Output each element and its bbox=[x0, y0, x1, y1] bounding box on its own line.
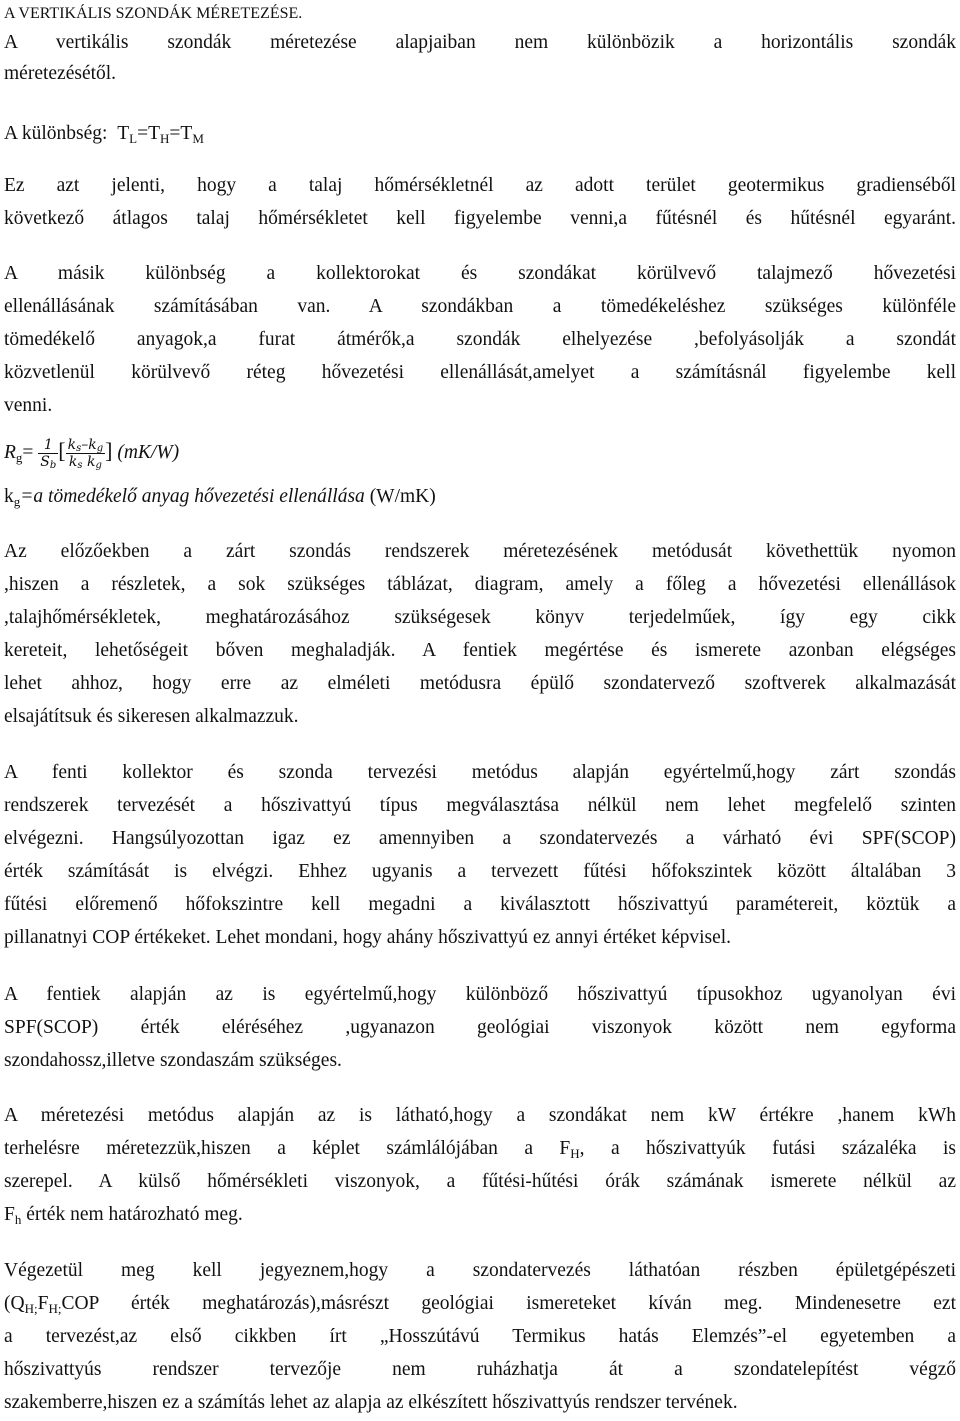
paragraph-5-line: szondahossz,illetve szondaszám szükséges. bbox=[4, 1050, 342, 1071]
paragraph-2-line: tömedékelő anyagok,a furat átmérők,a szondák elhelyezése ,befolyásolják a szondát bbox=[4, 329, 956, 350]
kg-definition: $k_g=a$ tömedékelő anyag hővezetési ellenállása (W/mK) bbox=[4, 486, 436, 509]
fraction-one-over-sb: $\frac{1}{S_b}$ bbox=[40, 437, 57, 472]
resistance-formula: $R_g=$ $\frac{1}{S_b}$ [ $\frac{k_s-k_g}{k_s k_g}$ ] (mK/W) bbox=[4, 437, 180, 472]
paragraph-5-line: SPF(SCOP) érték eléréséhez ,ugyanazon geológiai viszonyok között nem egyforma bbox=[4, 1017, 956, 1038]
paragraph-7-line: hőszivattyús rendszer tervezője nem ruházhatja át a szondatelepítést végző bbox=[4, 1359, 956, 1380]
paragraph-3-line: ,talajhőmérsékletek, meghatározásához szükségesek könyv terjedelműek, így egy cikk bbox=[4, 607, 956, 628]
fraction-conductivity: $\frac{k_s-k_g}{k_s k_g}$ bbox=[67, 437, 104, 472]
paragraph-4-line: fűtési előremenő hőfokszintre kell megadni a kiválasztott hőszivattyú paramétereit, köztük a bbox=[4, 894, 956, 915]
paragraph-4-line: elvégezni. Hangsúlyozottan igaz ez amennyiben a szondatervezés a várható évi SPF(SCOP) bbox=[4, 828, 956, 849]
paragraph-6-line: terhelésre méretezzük,hiszen a képlet számlálójában a $F_H$, a hőszivattyúk futási százaléka is bbox=[4, 1138, 956, 1161]
paragraph-2-line: ellenállásának számításában van. A szondákban a tömedékeléshez szükséges különféle bbox=[4, 296, 956, 317]
paragraph-3-line: elsajátítsuk és sikeresen alkalmazzuk. bbox=[4, 706, 299, 727]
paragraph-3-line: ,hiszen a részletek, a sok szükséges táblázat, diagram, amely a főleg a hővezetési ellenállások bbox=[4, 574, 956, 595]
paragraph-4-line: pillanatnyi COP értékeket. Lehet mondani, hogy ahány hőszivattyú ez annyi értéket képvisel. bbox=[4, 927, 732, 948]
paragraph-7-line: szakemberre,hiszen ez a számítás lehet az alapja az elkészített hőszivattyús rendszer tervének. bbox=[4, 1392, 738, 1413]
paragraph-7-line: a tervezést,az első cikkben írt „Hosszútávú Termikus hatás Elemzés”-el egyetemben a bbox=[4, 1326, 956, 1347]
paragraph-3-line: lehet ahhoz, hogy erre az elméleti metódusra épülő szondatervező szoftverek alkalmazását bbox=[4, 673, 956, 694]
intro-line-1: A vertikális szondák méretezése alapjaiban nem különbözik a horizontális szondák bbox=[4, 32, 956, 53]
paragraph-6-line: A méretezési metódus alapján az is látható,hogy a szondákat nem kW értékre ,hanem kWh bbox=[4, 1105, 956, 1126]
paragraph-2-line: közvetlenül körülvevő réteg hővezetési ellenállását,amelyet a számításnál figyelembe kell bbox=[4, 362, 956, 383]
paragraph-5-line: A fentiek alapján az is egyértelmű,hogy különböző hőszivattyú típusokhoz ugyanolyan évi bbox=[4, 984, 956, 1005]
section-heading: A VERTIKÁLIS SZONDÁK MÉRETEZÉSE. bbox=[4, 5, 303, 22]
paragraph-6-line: $F_h$ érték nem határozható meg. bbox=[4, 1204, 243, 1227]
difference-formula: A különbség: $T_L=T_H=T_M$ bbox=[4, 123, 204, 146]
paragraph-3-line: Az előzőekben a zárt szondás rendszerek méretezésének metódusát követhettük nyomon bbox=[4, 541, 956, 562]
paragraph-2-line: A másik különbség a kollektorokat és szondákat körülvevő talajmező hővezetési bbox=[4, 263, 956, 284]
paragraph-7-line: ($Q_{H;}F_{H;}COP$ érték meghatározás),másrészt geológiai ismereteket kíván meg. Mindenesetre ezt bbox=[4, 1293, 956, 1316]
paragraph-1-line: Ez azt jelenti, hogy a talaj hőmérsékletnél az adott terület geotermikus gradienséből bbox=[4, 175, 956, 196]
paragraph-6-line: szerepel. A külső hőmérsékleti viszonyok, a fűtési-hűtési órák számának ismerete nélkül az bbox=[4, 1171, 956, 1192]
paragraph-4-line: rendszerek tervezését a hőszivattyú típus megválasztása nélkül nem lehet megfelelő szinten bbox=[4, 795, 956, 816]
paragraph-7-line: Végezetül meg kell jegyeznem,hogy a szondatervezés láthatóan részben épületgépészeti bbox=[4, 1260, 956, 1281]
paragraph-4-line: A fenti kollektor és szonda tervezési metódus alapján egyértelmű,hogy zárt szondás bbox=[4, 762, 956, 783]
intro-line-2: méretezésétől. bbox=[4, 63, 117, 84]
paragraph-3-line: kereteit, lehetőségeit bőven meghaladják. A fentiek megértése és ismerete azonban elégséges bbox=[4, 640, 956, 661]
paragraph-2-line: venni. bbox=[4, 395, 53, 416]
paragraph-4-line: érték számítását is elvégzi. Ehhez ugyanis a tervezett fűtési hőfokszintek között általában 3 bbox=[4, 861, 956, 882]
paragraph-1-line: következő átlagos talaj hőmérsékletet kell figyelembe venni,a fűtésnél és hűtésnél egyaránt. bbox=[4, 208, 956, 229]
